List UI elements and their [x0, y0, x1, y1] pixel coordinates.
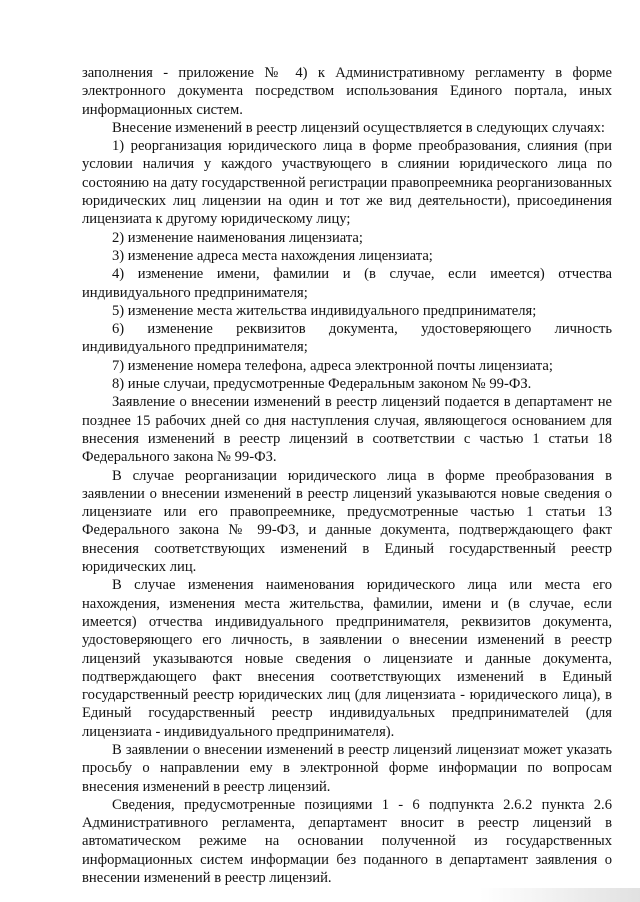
- list-item-6: 6) изменение реквизитов документа, удостоверяющего личность индивидуального предпринимателя;: [82, 321, 612, 356]
- list-item-3: 3) изменение адреса места нахождения лицензиата;: [112, 247, 433, 264]
- paragraph-automatic-entry: Сведения, предусмотренные позициями 1 - 6 подпункта 2.6.2 пункта 2.6 Административного регламента, департамент вносит в реестр лицензий в автоматическом режиме на основании полученной из государственных информационных систем информации без поданного в департамент заявления о внесении изменений в реестр лицензий.: [82, 796, 612, 887]
- document-page: [82, 64, 612, 887]
- list-item-7: 7) изменение номера телефона, адреса электронной почты лицензиата;: [112, 357, 553, 374]
- list-item-1: 1) реорганизация юридического лица в форме преобразования, слияния (при условии наличия у каждого участвующего в слиянии юридического лица по состоянию на дату государственной регистрации правопреемника реорганизованных юридических лиц лицензии на один и тот же вид деятельности), присоединения лицензиата к другому юридическому лицу;: [82, 138, 612, 228]
- list-item-2: 2) изменение наименования лицензиата;: [112, 229, 363, 246]
- paragraph-electronic-request: В заявлении о внесении изменений в реестр лицензий лицензиат может указать просьбу о направлении ему в электронной форме информации по вопросам внесения изменений в реестр лицензий.: [82, 741, 612, 795]
- list-item-8: 8) иные случаи, предусмотренные Федеральным законом № 99-ФЗ.: [112, 376, 532, 393]
- paragraph-cases-intro: Внесение изменений в реестр лицензий осуществляется в следующих случаях:: [112, 119, 605, 136]
- scan-edge-mark: [480, 888, 640, 902]
- paragraph-continuation: заполнения - приложение № 4) к Административному регламенту в форме электронного документа посредством использования Единого портала, иных информационных систем.: [82, 65, 612, 118]
- list-item-4: 4) изменение имени, фамилии и (в случае, если имеется) отчества индивидуального предпринимателя;: [82, 266, 612, 301]
- paragraph-reorganization: В случае реорганизации юридического лица в форме преобразования в заявлении о внесении изменений в реестр лицензий указываются новые сведения о лицензиате или его правопреемнике, предусмотренные частью 1 статьи 13 Федерального закона № 99-ФЗ, и данные документа, подтверждающего факт внесения соответствующих изменений в Единый государственный реестр юридических лиц.: [82, 467, 612, 576]
- paragraph-name-change: В случае изменения наименования юридического лица или места его нахождения, изменения места жительства, фамилии, имени и (в случае, если имеется) отчества индивидуального предпринимателя, реквизитов документа, удостоверяющего его личность, в заявлении о внесении изменений в реестр лицензий указываются новые сведения о лицензиате и данные документа, подтверждающего факт внесения соответствующих изменений в Единый государственный реестр юридических лиц (для лицензиата - юридического лица), в Единый государственный реестр индивидуальных предпринимателей (для лицензиата - индивидуального предпринимателя).: [82, 577, 612, 740]
- list-item-5: 5) изменение места жительства индивидуального предпринимателя;: [112, 302, 537, 319]
- paragraph-application-deadline: Заявление о внесении изменений в реестр лицензий подается в департамент не позднее 15 рабочих дней со дня наступления случая, являющегося основанием для внесения изменений в реестр лицензий в соответствии с частью 1 статьи 18 Федерального закона № 99-ФЗ.: [82, 394, 612, 466]
